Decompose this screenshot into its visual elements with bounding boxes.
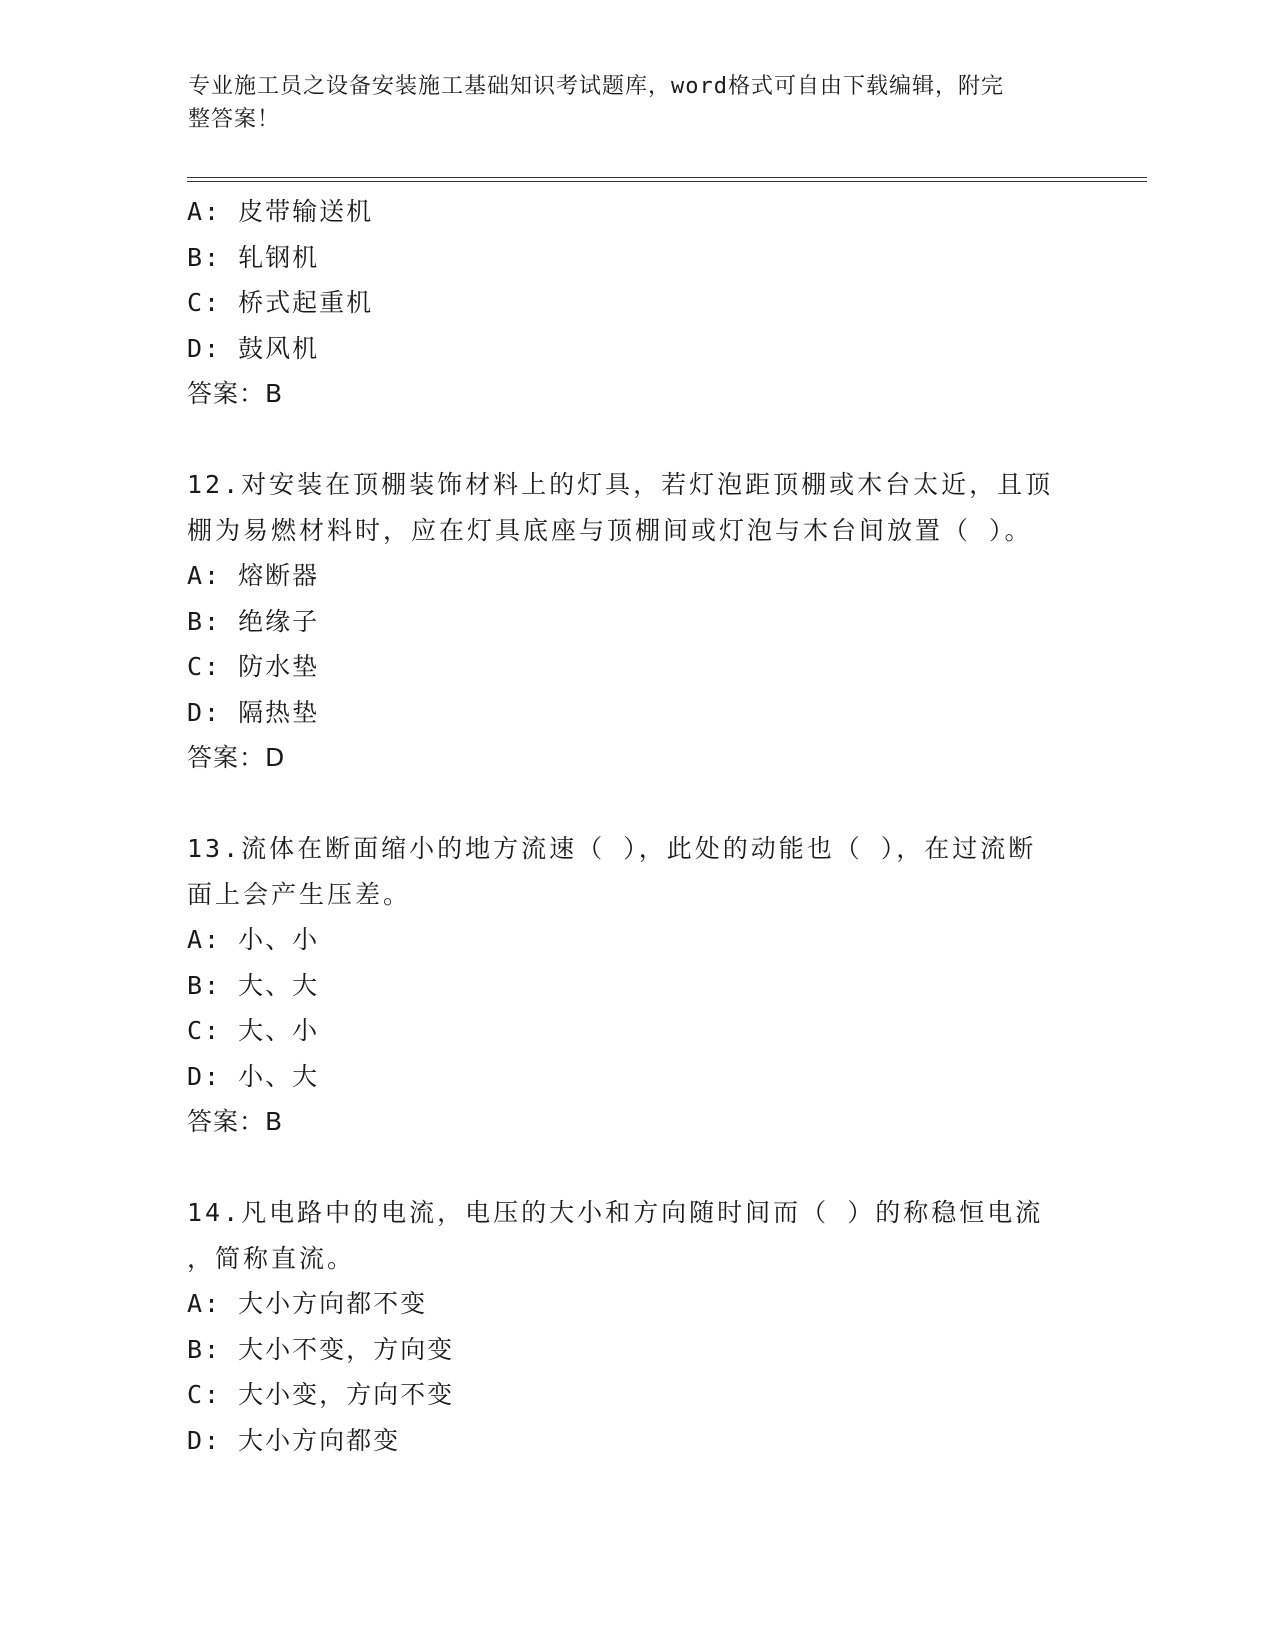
document-header [188, 70, 1068, 136]
header-divider-top [187, 177, 1147, 178]
header-line-2: 整答案！ [188, 107, 281, 132]
answer: 答案：D [187, 743, 286, 772]
answer: 答案：B [187, 1107, 284, 1136]
option-c: C: 防水垫 [187, 652, 320, 681]
question-block-11 [187, 189, 1087, 417]
option-c: C: 桥式起重机 [187, 288, 374, 317]
question-block-14 [187, 1190, 1087, 1281]
option-a: A: 大小方向都不变 [187, 1289, 428, 1318]
question-text-line-2: ，简称直流。 [187, 1243, 356, 1273]
question-block-12 [187, 462, 1087, 553]
option-d: D: 小、大 [187, 1061, 320, 1091]
question-text-line-2: 面上会产生压差。 [187, 879, 412, 909]
option-b: B: 大小不变，方向变 [187, 1334, 455, 1364]
header-line-1: 专业施工员之设备安装施工基础知识考试题库，word格式可自由下载编辑，附完 [188, 74, 1004, 99]
option-c: C: 大小变，方向不变 [187, 1380, 455, 1409]
question-list [187, 189, 1087, 1463]
question-block-13 [187, 826, 1087, 917]
option-c: C: 大、小 [187, 1016, 320, 1045]
question-text-line-1: 12.对安装在顶棚装饰材料上的灯具，若灯泡距顶棚或木台太近，且顶 [187, 470, 1054, 499]
option-b: B: 大、大 [187, 970, 320, 1000]
question-text-line-1: 14.凡电路中的电流，电压的大小和方向随时间而（ ）的称稳恒电流 [187, 1198, 1044, 1227]
answer: 答案：B [187, 379, 284, 408]
question-text-line-2: 棚为易燃材料时，应在灯具底座与顶棚间或灯泡与木台间放置（ ）。 [187, 515, 1033, 545]
option-b: B: 绝缘子 [187, 606, 320, 636]
option-d: D: 隔热垫 [187, 697, 320, 727]
question-text-line-1: 13.流体在断面缩小的地方流速（ ），此处的动能也（ ），在过流断 [187, 834, 1037, 863]
option-a: A: 熔断器 [187, 561, 320, 590]
option-a: A: 小、小 [187, 925, 320, 954]
option-d: D: 鼓风机 [187, 333, 320, 363]
option-a: A: 皮带输送机 [187, 197, 374, 226]
option-d: D: 大小方向都变 [187, 1425, 401, 1455]
header-divider-bottom [187, 181, 1147, 182]
option-b: B: 轧钢机 [187, 242, 320, 272]
